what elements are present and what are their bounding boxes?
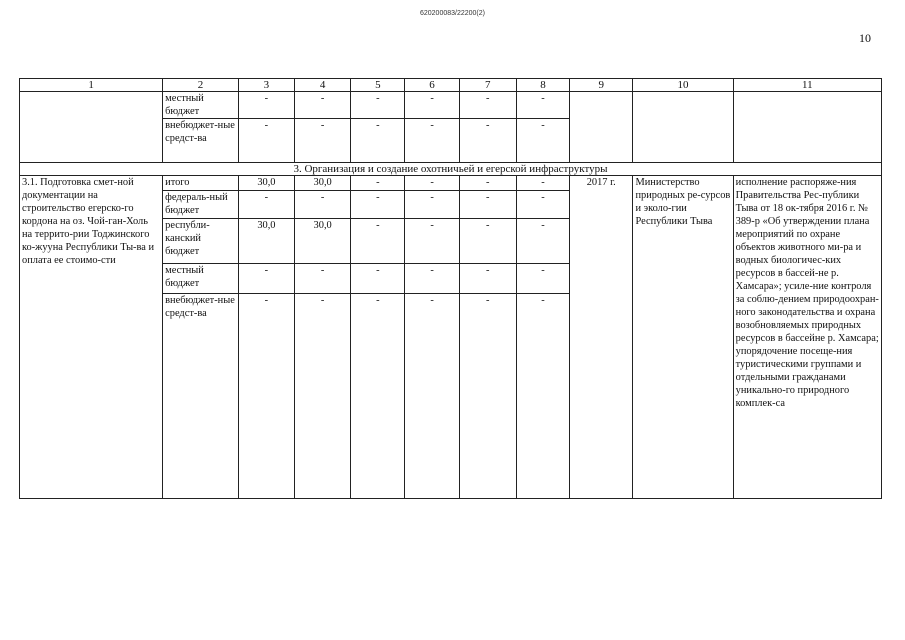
col-num: 7 [459,79,516,92]
col-num: 5 [351,79,405,92]
source-cell: федераль-ный бюджет [163,191,239,219]
value-cell: 30,0 [295,176,351,191]
empty-cell [20,92,163,163]
value-cell: - [405,119,459,163]
value-cell: - [238,119,294,163]
value-cell: - [516,119,569,163]
source-cell: республи-канский бюджет [163,219,239,264]
value-cell: - [351,294,405,499]
result-cell: исполнение распоряже-ния Правительства Рес-публики Тыва от 18 ок-тября 2016 г. № 389-р «Об утверждении плана мероприятий по охране объектов животного ми-ра и водных биологичес-ких ресурсов в бассей-не р. Хамсара»; усиле-ние контроля за соблю-дением природоохран-ного законодательства и охрана возобновляемых природных ресурсов в бассейне р. Хамсара; упорядочение посеще-ния туристическими группами и отдельными гражданами уникально-го природного комплек-са [733,176,881,499]
empty-cell [633,92,733,163]
year-cell: 2017 г. [570,176,633,499]
source-cell: внебюджет-ные средст-ва [163,119,239,163]
value-cell: - [351,176,405,191]
value-cell: - [459,264,516,294]
col-num: 9 [570,79,633,92]
measure-name: 3.1. Подготовка смет-ной документации на строительство егерско-го кордона на оз. Чой-ган-Холь на террито-рии Тоджинского ко-жууна Республики Ты-ва и оплата ее стоимо-сти [20,176,163,499]
value-cell: - [238,92,294,119]
value-cell: - [516,219,569,264]
empty-cell [733,92,881,163]
col-num: 8 [516,79,569,92]
value-cell: - [516,294,569,499]
value-cell: 30,0 [238,176,294,191]
value-cell: - [516,176,569,191]
program-table [19,78,882,499]
value-cell: - [351,92,405,119]
value-cell: - [295,294,351,499]
value-cell: - [295,264,351,294]
document-id: 620200083/22200(2) [419,10,485,17]
source-cell: итого [163,176,239,191]
value-cell: - [516,264,569,294]
value-cell: - [405,191,459,219]
value-cell: - [405,264,459,294]
value-cell: - [238,264,294,294]
col-num: 4 [295,79,351,92]
col-num: 3 [238,79,294,92]
value-cell: - [351,191,405,219]
source-cell: местный бюджет [163,92,239,119]
empty-cell [570,92,633,163]
table-row [20,176,882,191]
value-cell: - [459,219,516,264]
source-cell: местный бюджет [163,264,239,294]
value-cell: - [459,92,516,119]
col-num: 2 [163,79,239,92]
table-row [20,92,882,119]
executor-cell: Министерство природных ре-сурсов и эколо-гии Республики Тыва [633,176,733,499]
value-cell: - [459,176,516,191]
value-cell: - [405,92,459,119]
value-cell: - [295,119,351,163]
value-cell: - [459,294,516,499]
col-num: 10 [633,79,733,92]
value-cell: - [351,219,405,264]
value-cell: - [238,191,294,219]
value-cell: 30,0 [238,219,294,264]
value-cell: - [405,219,459,264]
page-number: 10 [859,31,871,45]
value-cell: - [295,191,351,219]
value-cell: - [516,191,569,219]
value-cell: - [405,294,459,499]
value-cell: - [459,119,516,163]
value-cell: - [238,294,294,499]
source-cell: внебюджет-ные средст-ва [163,294,239,499]
col-num: 11 [733,79,881,92]
value-cell: 30,0 [295,219,351,264]
value-cell: - [459,191,516,219]
section-title: 3. Организация и создание охотничьей и егерской инфраструктуры [20,163,882,176]
value-cell: - [295,92,351,119]
value-cell: - [351,264,405,294]
col-num: 1 [20,79,163,92]
column-number-row [20,79,882,92]
value-cell: - [516,92,569,119]
value-cell: - [351,119,405,163]
col-num: 6 [405,79,459,92]
section-row [20,163,882,176]
value-cell: - [405,176,459,191]
